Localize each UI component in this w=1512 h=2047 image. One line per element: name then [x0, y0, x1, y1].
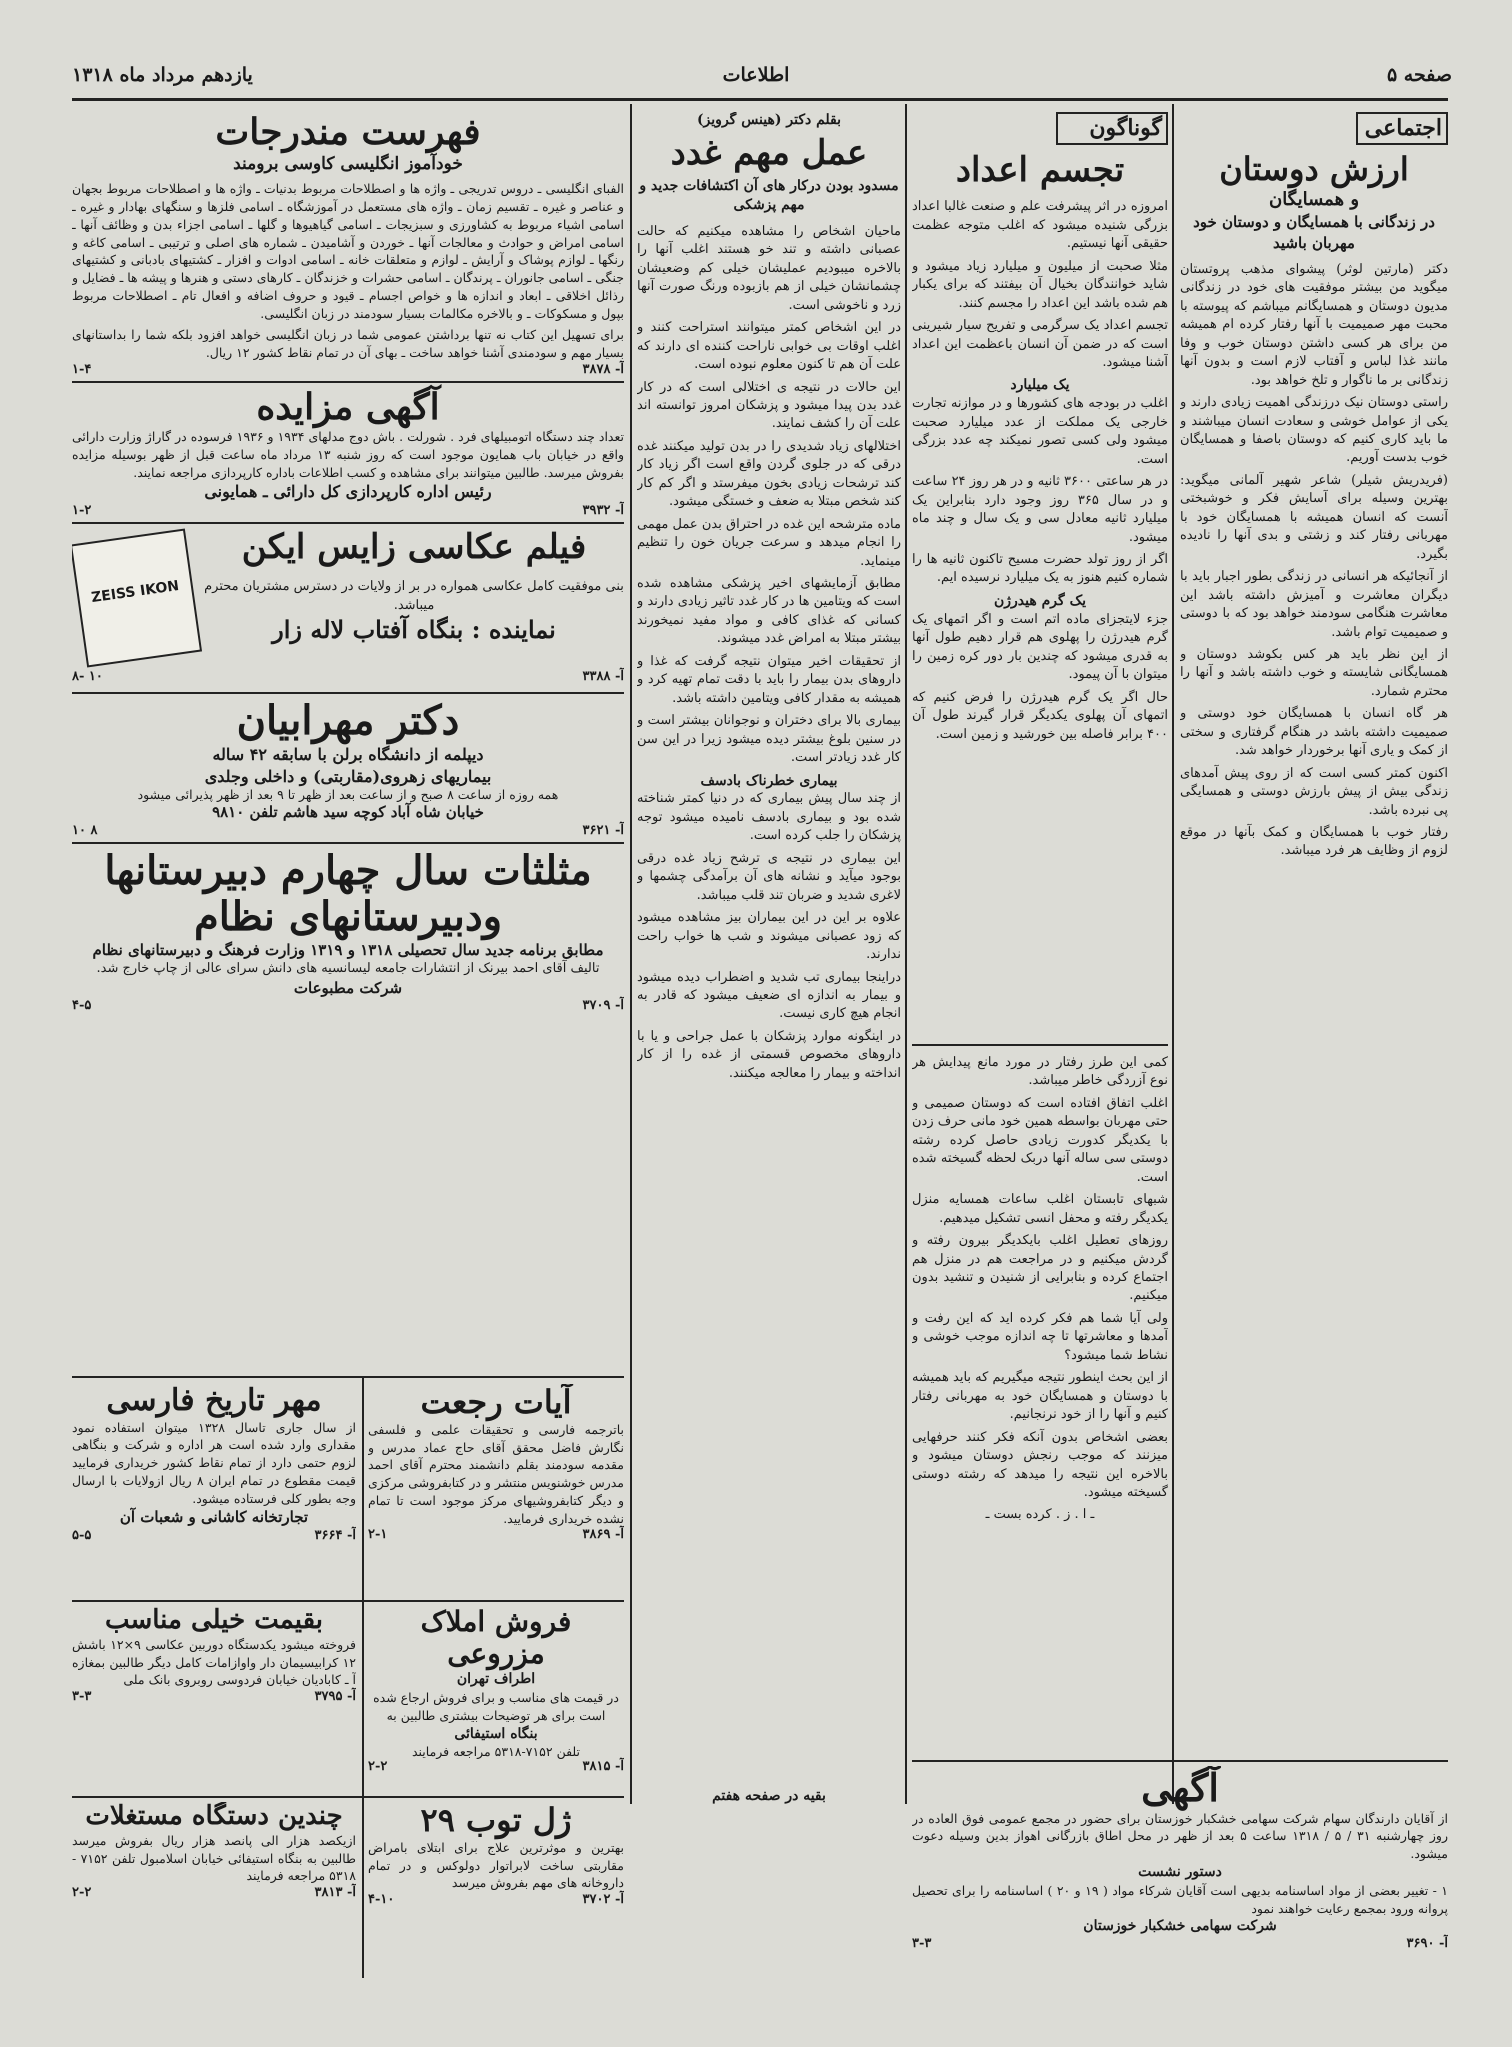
column-divider	[1172, 104, 1174, 1804]
notice-body: از آقایان دارندگان سهام شرکت سهامی خشکبار خوزستان برای حضور در مجمع عمومی فوق العاده در روز چهارشنبه ۳۱ / ۵ / ۱۳۱۸ ساعت ۵ بعد از ظهر در محل اطاق بازرگانی اهواز بدین وسیله دعوت میشود.	[912, 1810, 1448, 1862]
ad-divider	[72, 692, 624, 694]
paragraph: در اینگونه موارد پزشکان با عمل جراحی و یا با داروهای مخصوص قسمتی از غده را از کار انداخته و بیمار را معالجه میکنند.	[637, 1028, 901, 1081]
section-heading: یک میلیارد	[1010, 377, 1070, 394]
newspaper-name: اطلاعات	[722, 64, 790, 86]
film-body: بنی موفقیت کامل عکاسی همواره در بر از ولایات در دسترس مشتریان محترم میباشد.	[204, 579, 624, 613]
notice-title: آگهی	[1141, 1766, 1219, 1810]
section-rule	[912, 1760, 1448, 1762]
estate-agent: بنگاه استیفائی	[454, 1725, 538, 1742]
section-rule	[72, 1796, 624, 1798]
issue-date: یازدهم مرداد ماه ۱۳۱۸	[72, 64, 253, 86]
price-body: فروخته میشود یکدستگاه دوربین عکاسی ۹×۱۲ باشش ۱۲ کرابیسیمان دار واوازامات کامل دیگر طالبین بمغازه آ ـ کابادیان خیابان فردوسی روبروی بانک ملی	[72, 1636, 356, 1688]
doctor-address: خیابان شاه آباد کوچه سید هاشم تلفن ۹۸۱۰	[212, 803, 484, 822]
section-kicker: اجتماعی	[1356, 112, 1448, 145]
film-agent: نماینده : بنگاه آفتاب لاله زار	[272, 615, 556, 645]
gel-title: ژل توب ۲۹	[420, 1802, 572, 1839]
price-title: بقیمت خیلی مناسب	[104, 1606, 324, 1635]
doctor-title: دکتر مهرابیان	[236, 697, 460, 745]
auction-signature: رئیس اداره کارپردازی کل دارائی ـ همایونی	[204, 482, 492, 502]
paragraph: شبهای تابستان اغلب ساعات همسایه منزل یکدیگر رفته و محفل انسی تشکیل میدهیم.	[912, 1192, 1168, 1226]
ad-ref-left: ۳-۳	[72, 1689, 92, 1705]
paragraph: تجسم اعداد یک سرگرمی و تفریح سیار شیرینی است که در ضمن آن انسان باعظمت این اعداد آشنا میشود.	[912, 318, 1168, 371]
doctor-hours: همه روزه از ساعت ۸ صبح و از ساعت بعد از ظهر تا ۹ بعد از ظهر پذیرائی میشود	[137, 787, 559, 803]
book-title: مثلثات سال چهارم دبیرستانها	[104, 846, 592, 894]
gel-ad	[368, 1802, 624, 1978]
continued-link[interactable]: بقیه در صفحه هفتم	[712, 1788, 826, 1805]
paragraph: ماحیان اشخاص را مشاهده میکنیم که حالت عصبانی داشته و تند خو هستند اغلب آنها را بالاخره میبودیم عملیشان خیلی کم وضعیشان چشمانشان خیلی از هم بازبوده ورنگ صورت آنها زرد و ناخوشی است.	[637, 223, 901, 313]
misc-column	[912, 112, 1168, 1802]
paragraph: حال اگر یک گرم هیدرژن را فرض کنیم که اتمهای آن پهلوی یکدیگر قرار گیرند طول آن ۴۰۰ برابر فاصله بین خورشید و زمین است.	[912, 689, 1168, 742]
paragraph: بیماری بالا برای دختران و نوجوانان بیشتر است و در سنین بلوغ بیشتر دیده میشود زیرا در این سن کار غدد زیادتر است.	[637, 713, 901, 766]
ayat-body: باترجمه فارسی و تحقیقات علمی و فلسفی نگارش فاضل محقق آقای حاج عماد مدرس و مقدمه سودمند بقلم دانشمند محترم آقای احمد مدرس خوشنویس منتشر و در کتابفروشی مرکزی و دیگر کتابفروشیهای مرکز موجود است تا تمام نشده خریداری فرمایید.	[368, 1421, 624, 1526]
ad-ref-right: آ- ۳۷۹۵	[314, 1689, 356, 1705]
notice-ad	[912, 1766, 1448, 1976]
paragraph: ماده مترشحه این غده در احتراق بدن عمل مهمی را انجام میدهد و سرعت جریان خون را تنظیم مینماید.	[637, 516, 901, 569]
ad-ref-right: آ- ۳۶۶۴	[314, 1527, 356, 1543]
ad-ref	[72, 503, 624, 518]
paragraph: از این نظر باید هر کس بکوشد دوستان و همسایگانی شایسته و خوب داشته باشد و آنها را محترم شمارد.	[1180, 646, 1448, 699]
estate-title: فروش املاک مزروعی	[420, 1606, 572, 1671]
ad-divider	[72, 842, 624, 844]
seal-shop: تجارتخانه کاشانی و شعبات آن	[119, 1508, 309, 1527]
ad-ref	[368, 1892, 624, 1907]
paragraph: مطابق آزمایشهای اخیر پزشکی مشاهده شده است که ویتامین ها در کار غدد تاثیر زیادی دارند و کسانی که غذای کافی و مواد مفید نمیخورند بیشتر مبتلا به امراض غدد میشوند.	[637, 576, 901, 647]
paragraph: اکنون کمتر کسی است که از روی پیش آمدهای زندگی بیش از پیش بارزش دوستی و همسایگی پی نبرده باشد.	[1180, 765, 1448, 818]
paragraph: دکتر (مارتین لوثر) پیشوای مذهب پروتستان میگوید من بیشتر موفقیت های خود در زندگانی مدیون دوستان و همسایگانم میباشم که پیوسته با محبت مهر صمیمیت با آنها رفتار کرده ام همیشه من برای هر کسی داشتن دوستان خوب و وفا مانند غذا لباس و آفتاب لازم است و بدون آنها زندگانی بر ما ناگوار و تلخ خواهد بود.	[1180, 261, 1448, 388]
paragraph: دراینجا بیماری تب شدید و اضطراب دیده میشود و بیمار به اندازه ای ضعیف میشود که قادر به انجام هیچ کاری نیست.	[637, 969, 901, 1022]
paragraph: رفتار خوب با همسایگان و کمک بآنها در موقع لزوم از وظایف هر فرد میباشد.	[1180, 825, 1448, 859]
contents-subtitle: خودآموز انگلیسی کاوسی برومند	[233, 154, 463, 175]
column-divider	[362, 1378, 364, 1978]
ad-divider	[72, 381, 624, 383]
paragraph: کمی این طرز رفتار در مورد مانع پیدایش هر نوع آزردگی خاطر میباشد.	[912, 1055, 1168, 1089]
ad-ref-right: آ- ۳۸۷۸	[582, 361, 624, 377]
ad-ref-left: ۴-۱۰	[368, 1892, 395, 1908]
section-rule	[72, 1600, 624, 1602]
film-ad	[72, 528, 624, 688]
ad-ref-right: آ- ۳۶۲۱	[582, 822, 624, 838]
section-heading: یک گرم هیدرژن	[994, 592, 1086, 609]
article-body	[1180, 261, 1448, 861]
doctor-sub1: دیپلمه از دانشگاه برلن با سابقه ۴۲ ساله	[212, 745, 484, 765]
ad-ref-left: ۲-۲	[368, 1758, 388, 1774]
book-body: تالیف آقای احمد بیرنک از انتشارات جامعه لیسانسیه های دانش سرای عالی از چاپ خارج شد.	[96, 960, 600, 976]
book-title-2: ودبیرستانهای نظام	[193, 892, 503, 940]
book-publisher: شرکت مطبوعات	[293, 979, 403, 998]
section-kicker: گوناگون	[1056, 112, 1168, 145]
ads-column	[72, 112, 624, 1372]
seal-title: آیات رجعت	[420, 1384, 572, 1421]
section-rule	[72, 1376, 624, 1378]
contents-body: الفبای انگلیسی ـ دروس تدریجی ـ واژه ها و اصطلاحات مربوط بدنیات ـ واژه ها و اصطلاحات مربوط بجهان و عناصر و غیره ـ تقسیم زمان ـ واژه های مستعمل در آموزشگاه ـ اسامی فلزها و سنگهای بهادار و غیره ـ اسامی اشیاء مربوط به کشاورزی و سبزیجات ـ اسامی گیاهیوها و گلها ـ اسامی اجزاء بدن و وظائف آنها ـ اسامی امراض و حوادث و معالجات آنها ـ خوردن و آشامیدن ـ شماره های اصلی و ترتیبی ـ اسامی کاغه و رنگها ـ لوازم پوشاک و آرایش ـ لوازم و متعلقات خانه ـ اسامی ادوات و افزار ـ کشتیهای بادبانی و کشتیهای جنگی ـ اسامی جانوران ـ پرندگان ـ اسامی حشرات و خزندگان ـ کارهای دستی و هنرها و پیشه ها ـ فضایل و رذائل اخلاقی ـ ابعاد و اندازه ها و خواص اجسام ـ قیود و حروف اضافه و افعال تام ـ اصطلاحات مربوط بپول و مسکوکات ـ و بالاخره مکالمات بسیار سودمند در زبان انگلیسی.	[72, 181, 624, 321]
article-title: ارزش دوستان	[1219, 150, 1409, 189]
paragraph: اغلب اتفاق افتاده است که دوستان صمیمی و حتی مهربان بواسطه همین خود مانی حرف زدن با یکدیگر کدورت زیادی حاصل کرده رشته دوستی سی ساله آنها دربک لحظه گسیخته شده است.	[912, 1095, 1168, 1185]
ad-ref	[368, 1527, 624, 1542]
ad-ref-right: آ- ۳۳۸۸	[582, 669, 624, 685]
notice-agenda: ۱ - تغییر بعضی از مواد اساسنامه بدیهی است آقایان شرکاء مواد ( ۱۹ و ۲۰ ) اساسنامه را برای تحصیل پروانه ورود بمجمع رعایت خواهند نمود	[912, 1882, 1448, 1916]
health-column	[637, 112, 901, 1810]
seal-ad	[368, 1384, 624, 1594]
article-subtitle-2: در زندگانی با همسایگان و دوستان خود مهربان باشید	[1193, 213, 1435, 252]
article-subtitle: مسدود بودن درکار های آن اکتشافات جدید و مهم پزشکی	[639, 178, 899, 213]
paragraph: راستی دوستان نیک درزندگی اهمیت زیادی دارند و یکی از عوامل خوشی و سعادت انسان میباشند و ما باید کاری کنیم که دوستان باصفا و همسایگان خوب بدست آوریم.	[1180, 395, 1448, 466]
paragraph: بعضی اشخاص بدون آنکه فکر کنند حرفهایی میزنند که موجب رنجش دوستان میشود و بالاخره این نتیجه را میدهد که رشته دوستی گسیخته میشود.	[912, 1429, 1168, 1500]
ad-ref-left: ۳-۳	[912, 1936, 932, 1952]
estate-phone: تلفن ۷۱۵۲-۵۳۱۸ مراجعه فرمایند	[411, 1743, 581, 1759]
paragraph: اختلالهای زیاد شدیدی را در بدن تولید میکنند غده درقی که در جلوی گردن واقع است اگر زیاد کار کند ترشحات زیادی بخون میفرستد و اگر کم کار کند شخص مبتلا به ضعف و خستگی میشود.	[637, 438, 901, 510]
ad-ref-left: ۱-۴	[72, 361, 92, 377]
article-body	[912, 198, 1168, 744]
ad-ref-left: ۱۰ ۸	[72, 822, 98, 838]
section-heading: بیماری خطرناک بادسف	[700, 772, 838, 789]
ad-ref	[72, 362, 624, 377]
paragraph: از تحقیقات اخیر میتوان نتیجه گرفت که غذا و داروهای بدن بیمار را باید با دقت تمام تهیه کرد و همیشه به مقدار کافی ویتامین داشته باشد.	[637, 653, 901, 706]
paragraph: این بیماری در نتیجه ی ترشح زیاد غده درقی بوجود میآید و نشانه های آن برآمدگی چشمها و لاغری شدید و ضربان تند قلب میباشد.	[637, 850, 901, 903]
byline: بقلم دکتر (هینس گرویز)	[696, 112, 842, 128]
paragraph: در هر ساعتی ۳۶۰۰ ثانیه و در هر روز ۲۴ ساعت و در سال ۳۶۵ روز وجود دارد بنابراین یک میلیارد ثانیه معادل سی و یک سال و چند ماه میشود.	[912, 474, 1168, 545]
ad-ref-left: ۱-۲	[72, 503, 92, 519]
paragraph: جزء لایتجزای ماده اتم است و اگر اتمهای یک گرم هیدرژن را پهلوی هم قرار دهیم طول آنها به قدری میشود که چندین بار دور کره زمین را میتوان با آن پیمود.	[912, 611, 1168, 683]
paragraph: امروزه در اثر پیشرفت علم و صنعت غالبا اعداد بزرگی شنیده میشود که اغلب متوجه عظمت حقیقی آنها نیستیم.	[912, 199, 1168, 252]
ad-ref-left: ۲-۲	[72, 1885, 92, 1901]
column-divider	[905, 104, 907, 1804]
ad-ref-right: آ- ۳۸۱۵	[582, 1758, 624, 1774]
paragraph: از آنجائیکه هر انسانی در زندگی بطور اجبار باید با دیگران معاشرت و آمیزش داشته باشد این معاشرت هنگامی سودمند خواهد بود که با دوستی و صمیمیت توام باشد.	[1180, 569, 1448, 640]
ad-ref	[72, 1528, 356, 1543]
header-rule	[72, 98, 1448, 101]
price-ad	[72, 1606, 356, 1792]
paragraph: از این بحث اینطور نتیجه میگیریم که باید همیشه با دوستان و همسایگان خود به مهربانی رفتار کنیم و آنها را از خود نرنجانیم.	[912, 1370, 1168, 1423]
ad-ref	[912, 1936, 1448, 1951]
ad-ref-left: ۸- ۱۰	[72, 669, 103, 685]
book-subtitle: مطابق برنامه جدید سال تحصیلی ۱۳۱۸ و ۱۳۱۹ وزارت فرهنگ و دبیرستانهای نظام	[92, 940, 604, 959]
ad-divider	[72, 522, 624, 524]
ad-ref	[72, 1689, 356, 1704]
seal-body: از سال جاری تاسال ۱۳۲۸ میتوان استفاده نمود مقداری وارد شده است هر اداره و شرکت و بنگاهی لزوم حتمی دارد از تمام نقاط کشور خریداری فرمایید قیمت مقطوع در تمام ایران ۸ ریال ازولایات با ارسال وجه بطور کلی فرستاده میشود.	[72, 1419, 356, 1506]
page-number: صفحه ۵	[1386, 64, 1452, 86]
column-divider	[630, 104, 632, 1804]
seal-title: مهر تاریخ فارسی	[106, 1384, 322, 1418]
properties-body: ازیکصد هزار الی پانصد هزار ریال بفروش میرسد طالبین به بنگاه استیفائی خیابان اسلامبول تلفن ۷۱۵۲ - ۵۳۱۸ مراجعه فرمایند	[72, 1832, 356, 1884]
paragraph: روزهای تعطیل اغلب بایکدیگر بیرون رفته و گردش میکنیم و در مراجعت هم در منزل هم اجتماع کرده و بنابرایی از شنیدن و تنشید بدون میکنیم.	[912, 1233, 1168, 1304]
ad-ref-left: ۴-۵	[72, 998, 92, 1014]
social-column	[1180, 112, 1448, 1802]
ad-ref-right: آ- ۳۹۳۲	[582, 503, 624, 519]
article-continuation	[912, 1054, 1168, 1525]
ad-ref	[368, 1759, 624, 1774]
ad-ref	[72, 669, 624, 684]
ad-ref-right: آ- ۳۶۹۰	[1406, 1936, 1448, 1952]
signature: ـ ا . ز . کرده بست ـ	[985, 1507, 1095, 1523]
article-title: عمل مهم غدد	[670, 133, 868, 173]
paragraph: از چند سال پیش بیماری که در دنیا کمتر شناخته شده بود و بیماری بادسف نامیده میشود توجه پزشکان را جلب کرده است.	[637, 791, 901, 844]
film-title: فیلم عکاسی زایس ایکن	[241, 527, 587, 568]
paragraph: اگر از روز تولد حضرت مسیح تاکنون ثانیه ها را شماره کنیم هنوز به یک میلیارد نرسیده ایم.	[912, 551, 1168, 586]
film-box-image	[72, 529, 202, 668]
contents-footer: برای تسهیل این کتاب نه تنها برداشتن عمومی شما در زبان انگلیسی خواهد افزود بلکه شما را بداستانهای بسیار مهم و سودمندی آشنا خواهد ساخت ـ بهای آن در تمام نقاط کشور ۱۲ ریال.	[72, 327, 624, 361]
auction-body: تعداد چند دستگاه اتومبیلهای فرد . شورلت . باش دوج مدلهای ۱۹۳۴ و ۱۹۳۶ فرسوده در گاراژ وزارت دارائی واقع در خیابان باب همایون موجود است که روز شنبه ۱۳ مرداد ماه ساعت قبل از ظهر بوسیله مزایده بفروش میرسد. طالبین میتوانند برای مشاهده و کسب اطلاعات باداره کارپردازی مراجعه نمایند.	[72, 429, 624, 480]
article-subtitle: و همسایگان	[1268, 189, 1360, 211]
paragraph: (فریدریش شیلر) شاعر شهیر آلمانی میگوید: بهترین وسیله برای آسایش فکر و خوشبختی آنست که انسان همیشه با همسایگان خود با مهربانی رفتار کند و زشتی و بدی آنها را نادیده بگیرد.	[1180, 472, 1448, 562]
article-body	[637, 223, 901, 1083]
estate-ad	[368, 1606, 624, 1792]
paragraph: علاوه بر این در این بیماران بیز مشاهده میشود که زود عصبانی میشوند و شب ها خواب راحت ندارند.	[637, 910, 901, 963]
auction-title: آگهی مزایده	[256, 385, 440, 428]
properties-ad	[72, 1802, 356, 1978]
estate-subtitle: اطراف تهران	[456, 1671, 536, 1688]
ad-ref	[72, 1885, 356, 1900]
paragraph: این حالات در نتیجه ی اختلالی است که در کار غدد بدن پیدا میشود و پزشکان امروز توانسته اند علت آن را کشف نمایند.	[637, 379, 901, 432]
section-rule	[912, 1044, 1168, 1046]
film-box-label: ZEISS IKON	[90, 578, 181, 607]
ad-ref-right: آ- ۳۸۶۹	[582, 1527, 624, 1543]
paragraph: ولی آیا شما هم فکر کرده اید که این رفت و آمدها و معاشرتها تا چه اندازه موجب خوشی و نشاط شما میشود؟	[912, 1310, 1168, 1363]
paragraph: در این اشخاص کمتر میتوانند استراحت کنند و اغلب اوقات بی خوابی ناراحت کننده ای دارند که علت آن هم تا کنون معلوم نبوده است.	[637, 320, 901, 373]
ad-ref-right: آ- ۳۷۰۹	[582, 998, 624, 1014]
ad-ref-right: آ- ۳۸۱۳	[314, 1885, 356, 1901]
ad-ref	[72, 998, 624, 1013]
ad-ref-left: ۲-۱	[368, 1527, 388, 1543]
ad-ref-left: ۵-۵	[72, 1527, 92, 1543]
paragraph: هر گاه انسان با همسایگان خود دوستی و صمیمیت داشته باشد در هنگام گرفتاری و سختی از کمک و یاری آنها برخوردار خواهد شد.	[1180, 706, 1448, 759]
history-seal-ad	[72, 1384, 356, 1594]
gel-body: بهترین و موثرترین علاج برای ابتلای بامراض مقاربتی ساخت لابراتوار دولوکس و در تمام داروخانه های مهم بفروش میرسد	[368, 1839, 624, 1891]
ad-ref	[72, 823, 624, 838]
notice-agenda-title: دستور نشست	[1138, 1863, 1222, 1880]
estate-body: در قیمت های مناسب و برای فروش ارجاع شده است برای هر توضیحات بیشتری طالبین به	[373, 1690, 619, 1724]
notice-signature: شرکت سهامی خشکبار خوزستان	[1083, 1918, 1277, 1935]
doctor-sub2: بیماریهای زهروی(مقاربتی) و داخلی وجلدی	[204, 766, 492, 786]
ad-ref-right: آ- ۳۷۰۲	[582, 1892, 624, 1908]
paragraph: مثلا صحبت از میلیون و میلیارد زیاد میشود و شاید خوانندگان بخیال آن بیفتند که برای یکبار هم شده باشد این اعداد را مجسم کنند.	[912, 258, 1168, 311]
properties-title: چندین دستگاه مستغلات	[85, 1802, 343, 1831]
contents-title: فهرست مندرجات	[215, 112, 481, 153]
article-title: تجسم اعداد	[955, 150, 1125, 191]
paragraph: اغلب در بودجه های کشورها و در موازنه تجارت خارجی یک مملکت از عدد میلیارد صحبت میشود ولی کسی تصور نمیکند چه عدد بزرگی است.	[912, 396, 1168, 467]
